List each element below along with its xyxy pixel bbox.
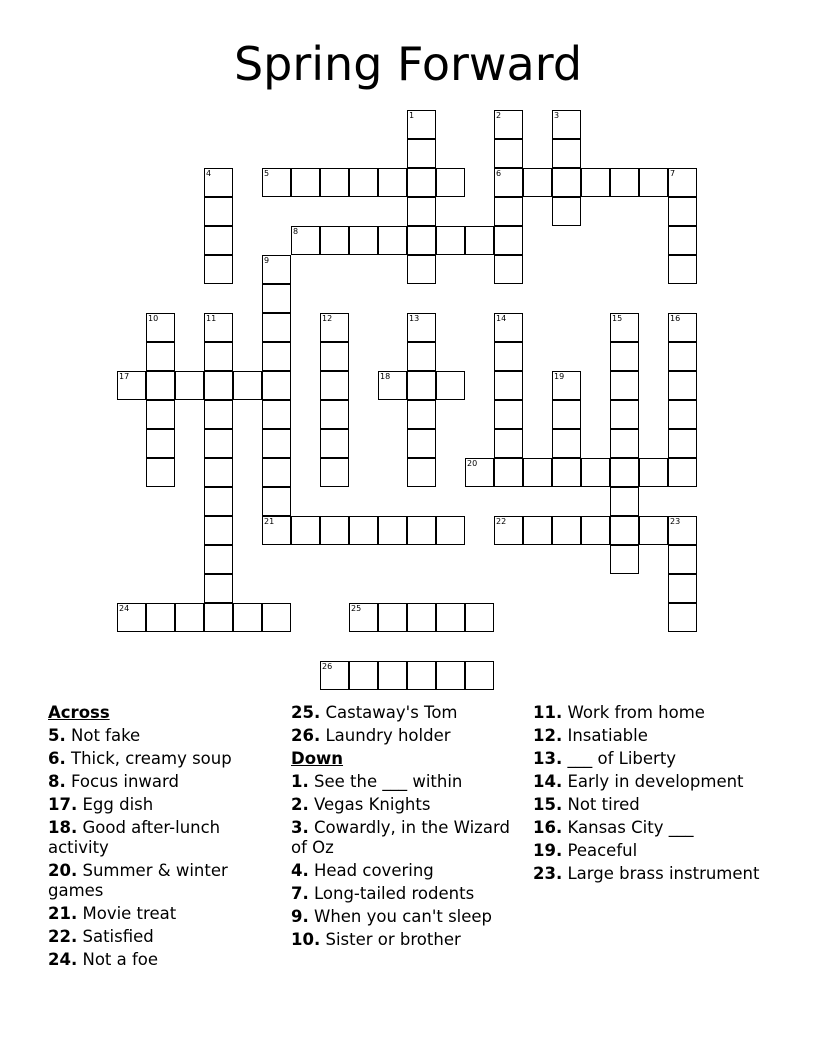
grid-cell[interactable] — [552, 168, 581, 197]
grid-cell[interactable] — [552, 371, 581, 400]
clue-item — [533, 864, 783, 884]
grid-cell[interactable] — [378, 226, 407, 255]
clue-text: Not fake — [71, 726, 141, 745]
clue-number-label: 19. — [533, 841, 563, 860]
clue-text: Kansas City ___ — [567, 818, 694, 837]
clue-column-2 — [291, 703, 529, 953]
grid-cell[interactable] — [494, 226, 523, 255]
grid-cell[interactable] — [407, 255, 436, 284]
clue-text: Focus inward — [71, 772, 179, 791]
grid-cell[interactable] — [407, 371, 436, 400]
grid-cell[interactable] — [552, 429, 581, 458]
grid-cell[interactable] — [146, 400, 175, 429]
clue-number-label: 9. — [291, 907, 309, 926]
grid-cell[interactable] — [349, 226, 378, 255]
grid-cell[interactable] — [552, 197, 581, 226]
grid-cell[interactable] — [436, 661, 465, 690]
grid-cell[interactable] — [407, 139, 436, 168]
clue-item — [48, 927, 286, 947]
grid-cell[interactable] — [436, 168, 465, 197]
grid-cell[interactable] — [204, 603, 233, 632]
clue-text: Long-tailed rodents — [314, 884, 475, 903]
grid-cell[interactable] — [320, 371, 349, 400]
grid-cell[interactable] — [610, 458, 639, 487]
grid-cell[interactable] — [668, 197, 697, 226]
grid-cell[interactable] — [639, 168, 668, 197]
grid-cell[interactable] — [407, 168, 436, 197]
grid-cell[interactable] — [668, 429, 697, 458]
clue-number-label: 26. — [291, 726, 321, 745]
clue-number: 7 — [670, 169, 676, 178]
clue-number-label: 22. — [48, 927, 78, 946]
clue-number-label: 10. — [291, 930, 321, 949]
clue-number-label: 3. — [291, 818, 309, 837]
grid-cell[interactable] — [262, 429, 291, 458]
clue-text: Not tired — [567, 795, 640, 814]
grid-cell[interactable] — [291, 226, 320, 255]
grid-cell[interactable] — [262, 603, 291, 632]
clue-item — [48, 726, 286, 746]
grid-cell[interactable] — [262, 342, 291, 371]
grid-cell[interactable] — [262, 313, 291, 342]
clue-text: ___ of Liberty — [567, 749, 677, 768]
clue-number-label: 25. — [291, 703, 321, 722]
clue-column-1 — [48, 703, 286, 973]
grid-cell[interactable] — [204, 574, 233, 603]
grid-cell[interactable] — [407, 226, 436, 255]
clue-number: 16 — [670, 314, 681, 323]
clue-text: Movie treat — [82, 904, 177, 923]
clue-number: 10 — [148, 314, 159, 323]
grid-cell[interactable] — [610, 313, 639, 342]
clue-number: 5 — [264, 169, 270, 178]
grid-cell[interactable] — [407, 458, 436, 487]
clue-item — [291, 884, 529, 904]
clue-number: 23 — [670, 517, 681, 526]
clue-text: Summer & winter games — [48, 861, 228, 900]
clue-number-label: 4. — [291, 861, 309, 880]
clue-text: Egg dish — [82, 795, 154, 814]
grid-cell[interactable] — [175, 371, 204, 400]
puzzle-title: Spring Forward — [233, 37, 583, 91]
clue-text: Head covering — [314, 861, 434, 880]
clue-item — [291, 930, 529, 950]
clue-item — [48, 772, 286, 792]
clue-number-label: 2. — [291, 795, 309, 814]
grid-cell[interactable] — [204, 371, 233, 400]
clue-number: 8 — [293, 227, 299, 236]
clue-item — [533, 726, 783, 746]
clue-text: Work from home — [567, 703, 705, 722]
grid-cell[interactable] — [465, 661, 494, 690]
grid-cell[interactable] — [262, 284, 291, 313]
grid-cell[interactable] — [436, 516, 465, 545]
clue-text: Not a foe — [82, 950, 159, 969]
grid-cell[interactable] — [610, 371, 639, 400]
grid-cell[interactable] — [639, 516, 668, 545]
clue-number-label: 17. — [48, 795, 78, 814]
clue-number: 4 — [206, 169, 212, 178]
grid-cell[interactable] — [349, 661, 378, 690]
grid-cell[interactable] — [407, 516, 436, 545]
grid-cell[interactable] — [436, 603, 465, 632]
clue-item — [291, 703, 529, 723]
grid-cell[interactable] — [262, 487, 291, 516]
grid-cell[interactable] — [262, 168, 291, 197]
clue-number: 22 — [496, 517, 507, 526]
clue-number: 24 — [119, 604, 130, 613]
clue-text: Vegas Knights — [314, 795, 431, 814]
clue-number: 11 — [206, 314, 217, 323]
clue-number-label: 14. — [533, 772, 563, 791]
clue-number-label: 20. — [48, 861, 78, 880]
grid-cell[interactable] — [291, 168, 320, 197]
grid-cell[interactable] — [378, 168, 407, 197]
clue-number-label: 8. — [48, 772, 66, 791]
clue-number: 15 — [612, 314, 623, 323]
grid-cell[interactable] — [668, 400, 697, 429]
grid-cell[interactable] — [407, 110, 436, 139]
grid-cell[interactable] — [494, 400, 523, 429]
grid-cell[interactable] — [204, 429, 233, 458]
grid-cell[interactable] — [146, 342, 175, 371]
clue-item — [291, 818, 529, 858]
clue-number: 26 — [322, 662, 333, 671]
grid-cell[interactable] — [233, 603, 262, 632]
grid-cell[interactable] — [407, 197, 436, 226]
clue-text: Early in development — [567, 772, 744, 791]
grid-cell[interactable] — [407, 429, 436, 458]
clue-item — [533, 818, 783, 838]
clue-number: 14 — [496, 314, 507, 323]
grid-cell[interactable] — [523, 168, 552, 197]
clue-number: 20 — [467, 459, 478, 468]
clue-number: 18 — [380, 372, 391, 381]
grid-cell[interactable] — [552, 110, 581, 139]
grid-cell[interactable] — [494, 255, 523, 284]
clue-number: 21 — [264, 517, 275, 526]
grid-cell[interactable] — [494, 458, 523, 487]
grid-cell[interactable] — [668, 574, 697, 603]
grid-cell[interactable] — [610, 168, 639, 197]
grid-cell[interactable] — [523, 458, 552, 487]
grid-cell[interactable] — [668, 603, 697, 632]
grid-cell[interactable] — [320, 400, 349, 429]
grid-cell[interactable] — [349, 516, 378, 545]
clue-number-label: 7. — [291, 884, 309, 903]
grid-cell[interactable] — [320, 226, 349, 255]
grid-cell[interactable] — [610, 487, 639, 516]
grid-cell[interactable] — [117, 603, 146, 632]
clue-heading: Down — [291, 749, 344, 768]
clue-number-label: 15. — [533, 795, 563, 814]
grid-cell[interactable] — [204, 226, 233, 255]
grid-cell[interactable] — [407, 603, 436, 632]
grid-cell[interactable] — [668, 226, 697, 255]
clue-item — [48, 818, 286, 858]
grid-cell[interactable] — [146, 429, 175, 458]
clue-item — [533, 795, 783, 815]
grid-cell[interactable] — [320, 458, 349, 487]
grid-cell[interactable] — [233, 371, 262, 400]
clue-item — [291, 907, 529, 927]
clue-number-label: 18. — [48, 818, 78, 837]
grid-cell[interactable] — [117, 371, 146, 400]
clue-text: Laundry holder — [325, 726, 451, 745]
grid-cell[interactable] — [494, 168, 523, 197]
grid-cell[interactable] — [378, 661, 407, 690]
clue-text: See the ___ within — [314, 772, 463, 791]
grid-cell[interactable] — [349, 603, 378, 632]
clue-number-label: 23. — [533, 864, 563, 883]
clue-number: 13 — [409, 314, 420, 323]
clue-text: Satisfied — [82, 927, 154, 946]
grid-cell[interactable] — [581, 516, 610, 545]
grid-cell[interactable] — [320, 661, 349, 690]
grid-cell[interactable] — [262, 371, 291, 400]
clue-text: Thick, creamy soup — [71, 749, 232, 768]
clue-item — [291, 726, 529, 746]
grid-cell[interactable] — [436, 371, 465, 400]
grid-cell[interactable] — [610, 545, 639, 574]
grid-cell[interactable] — [262, 516, 291, 545]
clue-item — [533, 749, 783, 769]
clue-number: 2 — [496, 111, 502, 120]
grid-cell[interactable] — [494, 313, 523, 342]
clue-number-label: 21. — [48, 904, 78, 923]
clue-text: Sister or brother — [325, 930, 461, 949]
clue-number: 6 — [496, 169, 502, 178]
clue-item — [48, 795, 286, 815]
clue-text: Insatiable — [567, 726, 648, 745]
clue-number: 12 — [322, 314, 333, 323]
grid-cell[interactable] — [204, 487, 233, 516]
grid-cell[interactable] — [465, 458, 494, 487]
grid-cell[interactable] — [668, 458, 697, 487]
grid-cell[interactable] — [494, 342, 523, 371]
grid-cell[interactable] — [320, 313, 349, 342]
grid-cell[interactable] — [407, 661, 436, 690]
grid-cell[interactable] — [291, 516, 320, 545]
clue-text: When you can't sleep — [314, 907, 493, 926]
clue-number: 3 — [554, 111, 560, 120]
clue-item — [533, 841, 783, 861]
grid-cell[interactable] — [320, 342, 349, 371]
grid-cell[interactable] — [668, 255, 697, 284]
grid-cell[interactable] — [204, 313, 233, 342]
grid-cell[interactable] — [494, 371, 523, 400]
grid-cell[interactable] — [349, 168, 378, 197]
grid-cell[interactable] — [146, 603, 175, 632]
clue-item — [291, 772, 529, 792]
clue-item — [533, 703, 783, 723]
grid-cell[interactable] — [552, 458, 581, 487]
clue-text: Large brass instrument — [567, 864, 760, 883]
grid-cell[interactable] — [494, 139, 523, 168]
grid-cell[interactable] — [204, 458, 233, 487]
clue-number: 17 — [119, 372, 130, 381]
clue-number-label: 24. — [48, 950, 78, 969]
clue-number-label: 5. — [48, 726, 66, 745]
grid-cell[interactable] — [639, 458, 668, 487]
grid-cell[interactable] — [494, 197, 523, 226]
grid-cell[interactable] — [146, 371, 175, 400]
grid-cell[interactable] — [668, 313, 697, 342]
grid-cell[interactable] — [523, 516, 552, 545]
grid-cell[interactable] — [320, 429, 349, 458]
grid-cell[interactable] — [465, 226, 494, 255]
clue-item — [48, 749, 286, 769]
grid-cell[interactable] — [262, 458, 291, 487]
grid-cell[interactable] — [378, 371, 407, 400]
grid-cell[interactable] — [204, 342, 233, 371]
grid-cell[interactable] — [204, 197, 233, 226]
grid-cell[interactable] — [581, 168, 610, 197]
grid-cell[interactable] — [465, 603, 494, 632]
grid-cell[interactable] — [552, 139, 581, 168]
grid-cell[interactable] — [436, 226, 465, 255]
grid-cell[interactable] — [494, 429, 523, 458]
grid-cell[interactable] — [610, 516, 639, 545]
grid-cell[interactable] — [146, 313, 175, 342]
grid-cell[interactable] — [175, 603, 204, 632]
grid-cell[interactable] — [407, 342, 436, 371]
grid-cell[interactable] — [407, 313, 436, 342]
clue-number: 19 — [554, 372, 565, 381]
grid-cell[interactable] — [552, 516, 581, 545]
clue-number-label: 1. — [291, 772, 309, 791]
grid-cell[interactable] — [320, 516, 349, 545]
clue-number-label: 13. — [533, 749, 563, 768]
clue-item — [533, 772, 783, 792]
grid-cell[interactable] — [204, 516, 233, 545]
grid-cell[interactable] — [204, 255, 233, 284]
grid-cell[interactable] — [610, 342, 639, 371]
clue-heading: Across — [48, 703, 110, 722]
clue-item — [291, 861, 529, 881]
clue-number-label: 11. — [533, 703, 563, 722]
grid-cell[interactable] — [407, 400, 436, 429]
grid-cell[interactable] — [668, 342, 697, 371]
clue-number: 1 — [409, 111, 415, 120]
grid-cell[interactable] — [204, 168, 233, 197]
grid-cell[interactable] — [146, 458, 175, 487]
clue-item — [48, 904, 286, 924]
grid-cell[interactable] — [610, 429, 639, 458]
clue-text: Peaceful — [567, 841, 638, 860]
grid-cell[interactable] — [494, 516, 523, 545]
clue-text: Castaway's Tom — [325, 703, 458, 722]
grid-cell[interactable] — [668, 516, 697, 545]
grid-cell[interactable] — [494, 110, 523, 139]
clue-number-label: 16. — [533, 818, 563, 837]
grid-cell[interactable] — [668, 371, 697, 400]
clue-item — [48, 950, 286, 970]
clue-number: 25 — [351, 604, 362, 613]
grid-cell[interactable] — [610, 400, 639, 429]
clue-number: 9 — [264, 256, 270, 265]
grid-cell[interactable] — [378, 603, 407, 632]
grid-cell[interactable] — [668, 168, 697, 197]
grid-cell[interactable] — [262, 255, 291, 284]
grid-cell[interactable] — [552, 400, 581, 429]
clue-item — [291, 795, 529, 815]
clue-number-label: 6. — [48, 749, 66, 768]
clue-text: Cowardly, in the Wizard of Oz — [291, 818, 510, 857]
grid-cell[interactable] — [204, 400, 233, 429]
clue-column-3 — [533, 703, 783, 887]
grid-cell[interactable] — [668, 545, 697, 574]
grid-cell[interactable] — [262, 400, 291, 429]
clue-number-label: 12. — [533, 726, 563, 745]
grid-cell[interactable] — [204, 545, 233, 574]
clue-text: Good after-lunch activity — [48, 818, 221, 857]
grid-cell[interactable] — [581, 458, 610, 487]
grid-cell[interactable] — [320, 168, 349, 197]
grid-cell[interactable] — [378, 516, 407, 545]
clue-item — [48, 861, 286, 901]
